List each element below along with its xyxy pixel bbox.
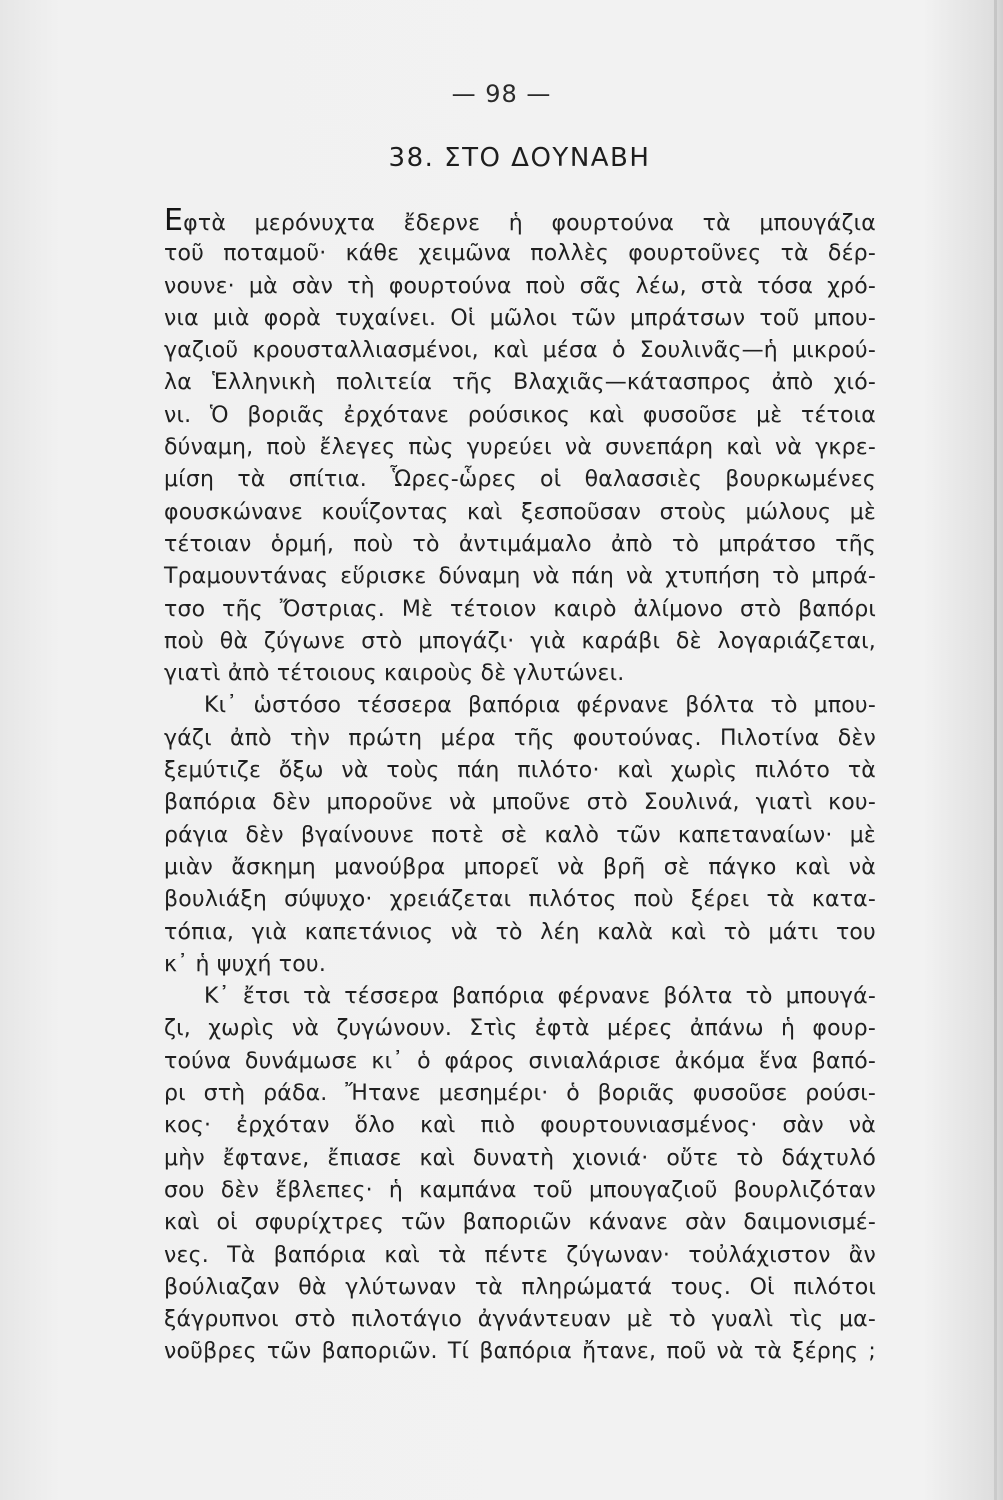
text-line: τούνα δυνάμωσε κι᾽ ὁ φάρος σινιαλάρισε ἀκόμα ἕνα βαπό-	[164, 1048, 876, 1074]
text-line: ζι, χωρὶς νὰ ζυγώνουν. Στὶς ἐφτὰ μέρες ἀπάνω ἡ φουρ-	[164, 1016, 876, 1042]
text-line: νουνε· μὰ σὰν τὴ φουρτούνα ποὺ σᾶς λέω, στὰ τόσα χρό-	[164, 273, 876, 299]
text-line: δύναμη, ποὺ ἔλεγες πὼς γυρεύει νὰ συνεπάρη καὶ νὰ γκρε-	[164, 435, 876, 461]
text-line: νοῦβρες τῶν βαποριῶν. Τί βαπόρια ἤτανε, ποῦ νὰ τὰ ξέρης ;	[164, 1339, 876, 1365]
text-line: βουλιάξη σύψυχο· χρειάζεται πιλότος ποὺ ξέρει τὰ κατα-	[164, 887, 876, 913]
text-line: φουσκώνανε κουΐζοντας καὶ ξεσποῦσαν στοὺς μώλους μὲ	[164, 499, 876, 525]
text-line: βαπόρια δὲν μποροῦνε νὰ μποῦνε στὸ Σουλινά, γιατὶ κου-	[164, 790, 876, 816]
text-line: ξεμύτιζε ὄξω νὰ τοὺς πάη πιλότο· καὶ χωρὶς πιλότο τὰ	[164, 758, 876, 784]
text-line: γαζιοῦ κρουσταλλιασμένοι, καὶ μέσα ὁ Σουλινᾶς—ἡ μικρού-	[164, 338, 876, 364]
page-number: — 98 —	[451, 80, 552, 108]
text-line: μιὰν ἄσκημη μανούβρα μπορεῖ νὰ βρῆ σὲ πάγκο καὶ νὰ	[164, 854, 876, 880]
text-line: τέτοιαν ὁρμή, ποὺ τὸ ἀντιμάμαλο ἀπὸ τὸ μπράτσο τῆς	[164, 531, 876, 557]
drop-cap: Ε	[164, 203, 184, 238]
text-line: ρι στὴ ράδα. Ἤτανε μεσημέρι· ὁ βοριᾶς φυσοῦσε ρούσι-	[164, 1081, 876, 1107]
text-line: γάζι ἀπὸ τὴν πρώτη μέρα τῆς φουτούνας. Πιλοτίνα δὲν	[164, 725, 876, 751]
text-line: τοῦ ποταμοῦ· κάθε χειμῶνα πολλὲς φουρτοῦνες τὰ δέρ-	[164, 241, 876, 267]
text-line: Κ᾽ ἔτσι τὰ τέσσερα βαπόρια φέρνανε βόλτα τὸ μπουγά-	[204, 984, 876, 1010]
body-text	[164, 203, 876, 1369]
text-line: ράγια δὲν βγαίνουνε ποτὲ σὲ καλὸ τῶν καπεταναίων· μὲ	[164, 822, 876, 848]
text-line: καὶ οἱ σφυρίχτρες τῶν βαποριῶν κάνανε σὰν δαιμονισμέ-	[164, 1210, 876, 1236]
text-line-content: φτὰ μερόνυχτα ἔδερνε ἡ φουρτούνα τὰ μπουγάζια	[183, 211, 876, 236]
text-line: νια μιὰ φορὰ τυχαίνει. Οἱ μῶλοι τῶν μπράτσων τοῦ μπου-	[164, 305, 876, 331]
page-edge-shadow	[994, 0, 997, 1500]
text-line: βούλιαζαν θὰ γλύτωναν τὰ πληρώματά τους. Οἱ πιλότοι	[164, 1274, 876, 1300]
text-line: λα Ἑλληνικὴ πολιτεία τῆς Βλαχιᾶς—κάτασπρος ἀπὸ χιό-	[164, 370, 876, 396]
text-line	[164, 203, 876, 238]
text-line: νι. Ὁ βοριᾶς ἐρχότανε ρούσικος καὶ φυσοῦσε μὲ τέτοια	[164, 402, 876, 428]
text-line: Κι᾽ ὡστόσο τέσσερα βαπόρια φέρνανε βόλτα τὸ μπου-	[204, 693, 876, 719]
text-line: νες. Τὰ βαπόρια καὶ τὰ πέντε ζύγωναν· τοὐλάχιστον ἂν	[164, 1242, 876, 1268]
text-line: μίση τὰ σπίτια. Ὧρες-ὧρες οἱ θαλασσιὲς βουρκωμένες	[164, 467, 876, 493]
text-line: ποὺ θὰ ζύγωνε στὸ μπογάζι· γιὰ καράβι δὲ λογαριάζεται,	[164, 628, 876, 654]
text-line: μὴν ἔφτανε, ἔπιασε καὶ δυνατὴ χιονιά· οὔτε τὸ δάχτυλό	[164, 1145, 876, 1171]
text-line: τσο τῆς Ὄστριας. Μὲ τέτοιον καιρὸ ἀλίμονο στὸ βαπόρι	[164, 596, 876, 622]
text-line: κ᾽ ἡ ψυχή του.	[164, 951, 327, 977]
text-line: ξάγρυπνοι στὸ πιλοτάγιο ἀγνάντευαν μὲ τὸ γυαλὶ τὶς μα-	[164, 1307, 876, 1333]
text-line: κος· ἐρχόταν ὅλο καὶ πιὸ φουρτουνιασμένος· σὰν νὰ	[164, 1113, 876, 1139]
text-line: γιατὶ ἀπὸ τέτοιους καιροὺς δὲ γλυτώνει.	[164, 661, 625, 687]
text-line: Τραμουντάνας εὕρισκε δύναμη νὰ πάη νὰ χτυπήση τὸ μπρά-	[164, 564, 876, 590]
text-line: τόπια, γιὰ καπετάνιος νὰ τὸ λέη καλὰ καὶ τὸ μάτι του	[164, 919, 876, 945]
text-line: σου δὲν ἔβλεπες· ἡ καμπάνα τοῦ μπουγαζιοῦ βουρλιζόταν	[164, 1177, 876, 1203]
chapter-title: 38. ΣΤΟ ΔΟΥΝΑΒΗ	[388, 143, 651, 173]
